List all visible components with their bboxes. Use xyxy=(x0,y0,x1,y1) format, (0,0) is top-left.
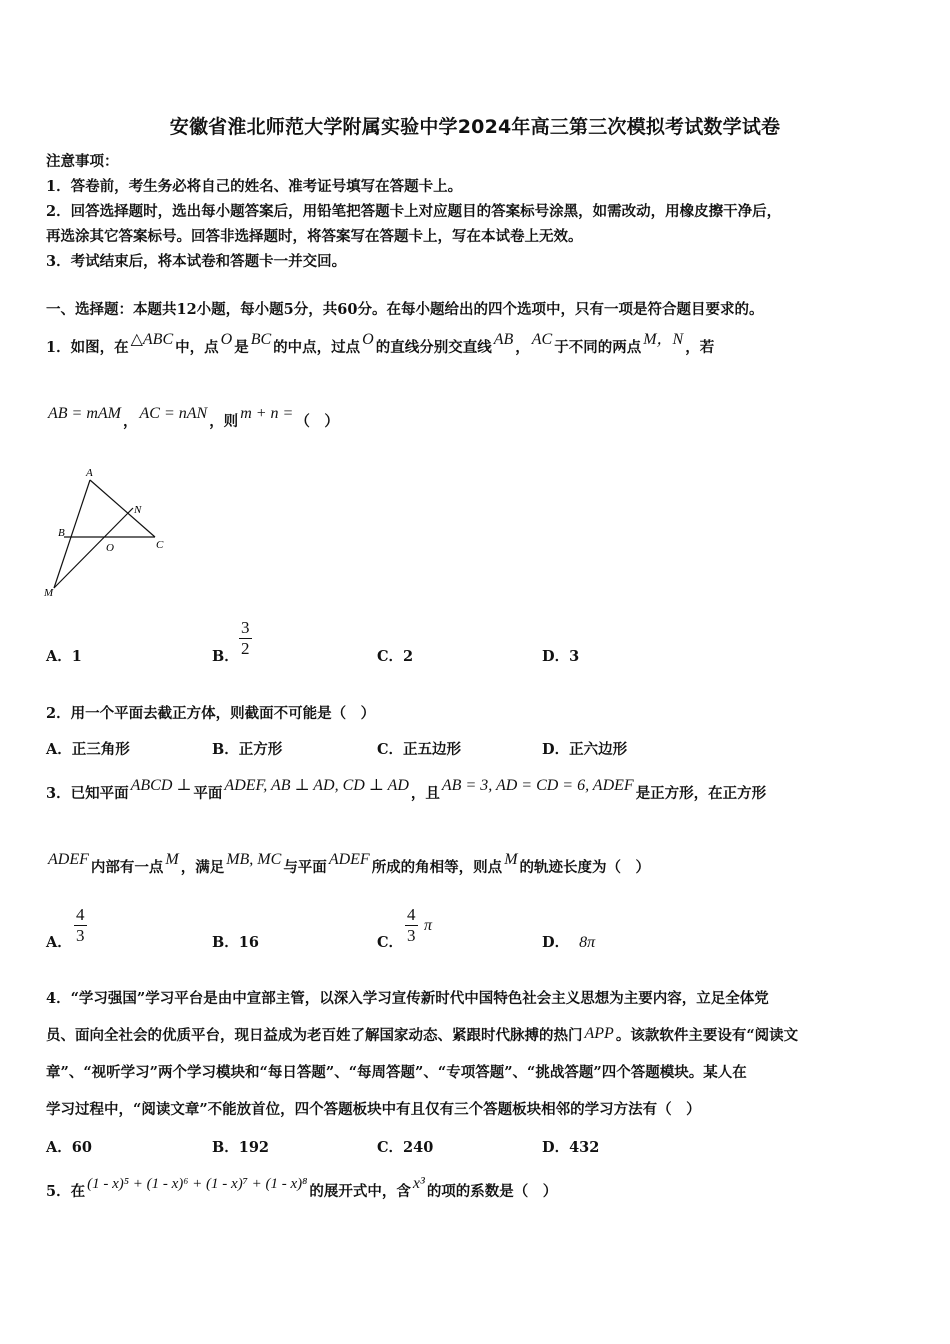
q4-option-c: C．240 xyxy=(377,1139,434,1156)
q2-option-c: C．正五边形 xyxy=(377,741,462,758)
label-n: N xyxy=(134,504,142,516)
q2-option-d: D．正六边形 xyxy=(542,741,628,758)
q3-option-b: B．16 xyxy=(212,934,259,951)
q2-option-b: B．正方形 xyxy=(212,741,283,758)
q5-stem: 5．在 (1 - x)⁵ + (1 - x)⁶ + (1 - x)⁷ + (1 - x)⁸ 的展开式中，含 x³ 的项的系数是（ ） xyxy=(46,1175,558,1200)
q4-option-b: B．192 xyxy=(212,1139,270,1156)
q4-stem-line4: 学习过程中，“阅读文章”不能放首位，四个答题板块中有且仅有三个答题板块相邻的学习方法有（ ） xyxy=(46,1101,701,1118)
q4-stem-line2: 员、面向全社会的优质平台，现日益成为老百姓了解国家动态、紧跟时代脉搏的热门 APP 。该款软件主要设有“阅读文 xyxy=(46,1025,799,1044)
q3-option-c-label: C． xyxy=(377,934,404,951)
q1-option-b-fraction: $\frac{3}{2}$ xyxy=(241,618,250,658)
label-c: C xyxy=(156,539,164,551)
q4-option-d: D．432 xyxy=(542,1139,600,1156)
label-a: A xyxy=(86,467,93,479)
label-b: B xyxy=(58,527,65,539)
note-item: 2．回答选择题时，选出每小题答案后，用铅笔把答题卡上对应题目的答案标号涂黑，如需改动，用橡皮擦干净后， xyxy=(46,203,782,220)
q1-triangle-figure xyxy=(40,462,175,602)
label-m: M xyxy=(44,587,54,599)
q3-stem-line1: 3．已知平面 ABCD ⊥ 平面 ADEF, AB ⊥ AD, CD ⊥ AD ，且 AB = 3, AD = CD = 6, ADEF 是正方形，在正方形 xyxy=(46,777,767,802)
q3-stem-line2: ADEF 内部有一点 M ，满足 MB, MC 与平面 ADEF 所成的角相等，则点 M 的轨迹长度为（ ） xyxy=(48,851,651,876)
q1-option-c: C．2 xyxy=(377,648,414,665)
q3-option-a-label: A． xyxy=(46,934,72,951)
q4-stem-line1: 4．“学习强国”学习平台是由中宣部主管，以深入学习宣传新时代中国特色社会主义思想为主要内容，立足全体党 xyxy=(46,990,769,1007)
section-heading: 一、选择题：本题共12小题，每小题5分，共60分。在每小题给出的四个选项中，只有一项是符合题目要求的。 xyxy=(46,301,764,318)
note-item: 1．答卷前，考生务必将自己的姓名、准考证号填写在答题卡上。 xyxy=(46,178,463,195)
q3-option-d: D． 8π xyxy=(542,934,596,951)
q3-option-a-fraction: $\frac{4}{3}$ xyxy=(76,905,85,945)
notes-heading: 注意事项： xyxy=(46,153,119,170)
label-o: O xyxy=(106,542,114,554)
q2-stem: 2．用一个平面去截正方体，则截面不可能是（ ） xyxy=(46,705,376,722)
note-item: 3．考试结束后，将本试卷和答题卡一并交回。 xyxy=(46,253,347,270)
page-title: 安徽省淮北师范大学附属实验中学2024年高三第三次模拟考试数学试卷 xyxy=(169,116,781,138)
q3-option-c-pi: π xyxy=(424,917,433,934)
q1-stem-line1: 1．如图，在 △ABC 中，点 O 是 BC 的中点，过点 O 的直线分别交直线 AB ， AC 于不同的两点 M，N ，若 xyxy=(46,331,715,356)
q2-option-a: A．正三角形 xyxy=(46,741,130,758)
q1-option-d: D．3 xyxy=(542,648,580,665)
q4-option-a: A．60 xyxy=(46,1139,92,1156)
q1-option-b-label: B． xyxy=(212,648,239,665)
q1-option-a: A．1 xyxy=(46,648,82,665)
q3-option-c-fraction: $\frac{4}{3}$ xyxy=(407,905,416,945)
q1-stem-line2: AB = mAM ， AC = nAN ，则 m + n = （ ） xyxy=(48,405,339,430)
note-item: 再选涂其它答案标号。回答非选择题时，将答案写在答题卡上，写在本试卷上无效。 xyxy=(46,228,583,245)
q4-stem-line3: 章”、“视听学习”两个学习模块和“每日答题”、“每周答题”、“专项答题”、“挑战答题”四个答题模块。某人在 xyxy=(46,1064,747,1081)
